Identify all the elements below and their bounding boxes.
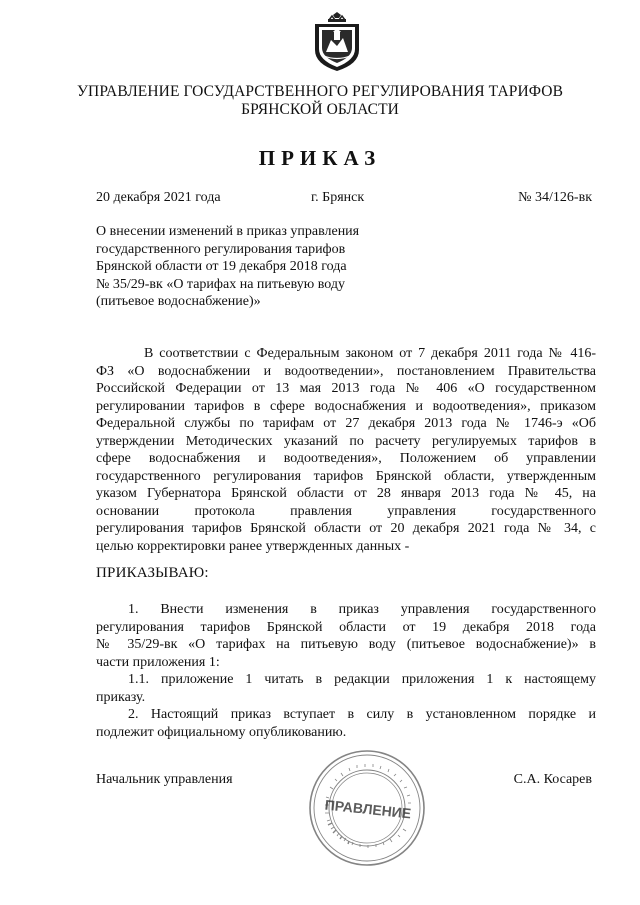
signer-position: Начальник управления xyxy=(96,772,233,787)
signer-name: С.А. Косарев xyxy=(513,772,592,787)
round-seal-stamp xyxy=(306,747,428,869)
preamble-line: утверждении Методических указаний по расчету регулируемых тарифов в xyxy=(96,433,596,449)
subject-line: О внесении изменений в приказ управления xyxy=(96,224,360,239)
item-line: 1. Внести изменения в приказ управления государственного xyxy=(128,602,596,617)
preamble-line: ФЗ «О водоснабжении и водоотведении», постановлением Правительства xyxy=(96,363,596,379)
order-items xyxy=(96,601,596,741)
item-line: 2. Настоящий приказ вступает в силу в установленном порядке и xyxy=(128,707,596,722)
document-number: № 34/126-вк xyxy=(518,190,592,205)
document-date: 20 декабря 2021 года xyxy=(96,190,221,205)
order-word: ПРИКАЗЫВАЮ: xyxy=(96,565,209,581)
item-line: части приложения 1: xyxy=(96,654,220,670)
preamble-line: государственного регулирования тарифов Брянской области, утвержденным xyxy=(96,468,596,484)
stamp-center-text: ПРАВЛЕНИЕ xyxy=(324,796,412,822)
document-subject xyxy=(96,223,396,311)
subject-line: государственного регулирования тарифов xyxy=(96,241,346,257)
document-city: г. Брянск xyxy=(311,190,365,205)
preamble-line: Федеральной службы по тарифам от 27 декабря 2013 года № 1746-э «Об xyxy=(96,416,596,431)
preamble-line: Российской Федерации от 13 мая 2013 года № 406 «О государственном xyxy=(96,381,596,396)
organization-name-line2: БРЯНСКОЙ ОБЛАСТИ xyxy=(241,101,399,118)
item-line: № 35/29-вк «О тарифах на питьевую воду (питьевое водоснабжение)» в xyxy=(96,637,596,652)
document-title: ПРИКАЗ xyxy=(258,146,382,170)
preamble-line: регулировании тарифов в сфере водоснабжения и водоотведения», приказом xyxy=(96,398,596,414)
item-line: подлежит официальному опубликованию. xyxy=(96,724,347,740)
preamble-line: сфере водоснабжения и водоотведения», Положением об управлении xyxy=(96,451,596,466)
preamble-line: В соответствии с Федеральным законом от 7 декабря 2011 года № 416- xyxy=(144,346,596,361)
preamble-line: целью корректировки ранее утвержденных данных - xyxy=(96,538,410,554)
preamble-paragraph xyxy=(96,345,596,555)
preamble-line: указом Губернатора Брянской области от 28 января 2013 года № 45, на xyxy=(96,486,596,501)
subject-line: № 35/29-вк «О тарифах на питьевую воду xyxy=(96,276,345,292)
preamble-line: основании протокола правления управления государственного xyxy=(96,503,596,519)
organization-name-line1: УПРАВЛЕНИЕ ГОСУДАРСТВЕННОГО РЕГУЛИРОВАНИЯ ТАРИФОВ xyxy=(76,83,564,100)
item-line: приказу. xyxy=(96,689,146,705)
subject-line: (питьевое водоснабжение)» xyxy=(96,294,261,309)
subject-line: Брянской области от 19 декабря 2018 года xyxy=(96,259,347,274)
item-line: 1.1. приложение 1 читать в редакции приложения 1 к настоящему xyxy=(128,672,596,687)
coat-of-arms-icon xyxy=(312,12,362,72)
preamble-line: регулирования тарифов Брянской области от 20 декабря 2021 года № 34, с xyxy=(96,521,596,536)
item-line: регулирования тарифов Брянской области от 19 декабря 2018 года xyxy=(96,619,596,635)
